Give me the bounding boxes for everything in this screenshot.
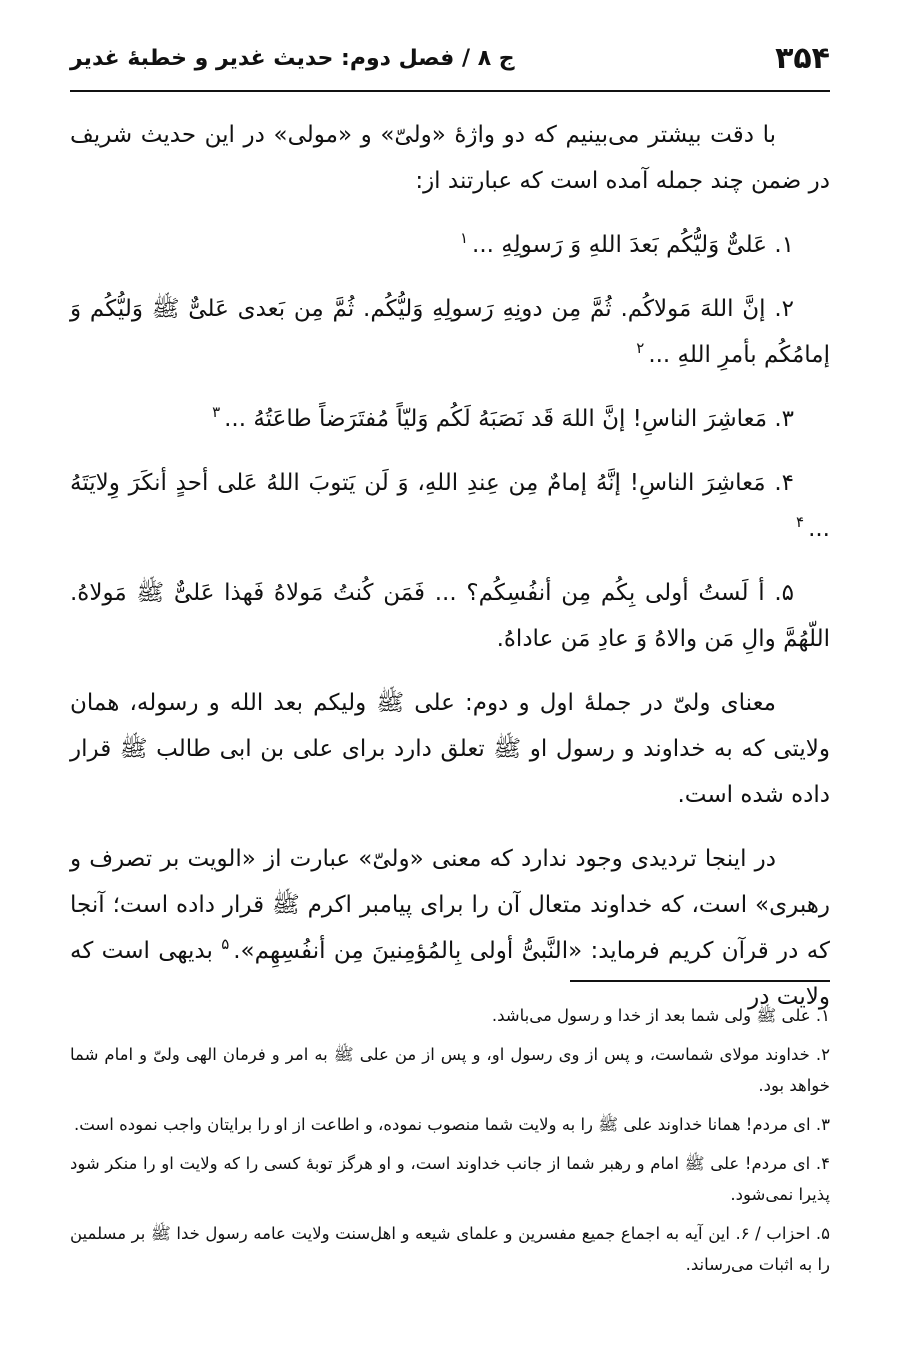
hadith-text: ۵. أ لَستُ أولی بِکُم مِن أنفُسِکُم؟ ... فَمَن کُنتُ مَولاهُ فَهذا عَلیٌّ ﷺ مَولاهُ. اللّهُمَّ والِ مَن والاهُ وَ عادِ مَن عاداهُ. [70,580,830,652]
footnote-4: ۴. ای مردم! علی ﷺ امام و رهبر شما از جانب خداوند است، و او هرگز توبهٔ کسی را که ولایت او را منکر شود پذیرا نمی‌شود. [70,1154,830,1204]
footnote-separator [570,980,830,982]
footnote-ref: ۱ [459,229,469,248]
footnotes [70,1000,830,1288]
header-rule [70,90,830,92]
paragraph-text-continued: بدیهی است که ولایت در [70,938,830,1010]
hadith-text: ۳. مَعاشِرَ الناسِ! إنَّ اللهَ قَد نَصَبَهُ لَکُم وَلیّاً مُفتَرَضاً طاعَتُهُ ... [224,406,794,432]
hadith-text: ۲. إنَّ اللهَ مَولاکُم. ثُمَّ مِن دونِهِ رَسولِهِ وَلیُّکُم. ثُمَّ مِن بَعدی عَلیٌّ ﷺ وَلیُّکُم وَ إمامُکُم بأمرِ اللهِ ... [70,296,830,368]
continuation-paragraph [70,836,830,1020]
hadith-text: ۴. مَعاشِرَ الناسِ! إنَّهُ إمامٌ مِن عِندِ اللهِ، وَ لَن یَتوبَ اللهُ عَلی أحدٍ أنکَرَ وِلایَتَهُ ... [70,470,830,542]
running-title: ج ۸ / فصل دوم: حدیث غدیر و خطبهٔ غدیر [70,45,515,71]
footnote-3: ۳. ای مردم! همانا خداوند علی ﷺ را به ولایت شما منصوب نموده، و اطاعت از او را برایتان واجب نموده است. [73,1115,830,1134]
page-header [70,30,830,86]
page-number: ۳۵۴ [775,40,830,76]
footnote-ref: ۳ [212,403,221,422]
explanation-paragraph: معنای ولیّ در جملهٔ اول و دوم: علی ﷺ ولیکم بعد الله و رسوله، همان ولایتی که به خداوند و رسول او ﷺ تعلق دارد برای علی بن ابی طالب ﷺ قرار داده شده است. [70,690,830,808]
paragraph-text: در اینجا تردیدی وجود ندارد که معنی «ولیّ» عبارت از «الویت بر تصرف و رهبری» است، که خداوند متعال آن را برای پیامبر اکرم ﷺ قرار داده است؛ آنجا که در قرآن کریم فرماید: «النَّبیُّ أولی بِالمُؤمِنینَ مِن أنفُسِهِم». [70,846,831,964]
hadith-item-3 [70,396,830,442]
footnote-ref: ۴ [796,513,805,532]
footnote-ref: ۲ [636,339,645,358]
hadith-text: ۱. عَلیٌّ وَلیُّکُم بَعدَ اللهِ وَ رَسولِهِ ... [472,232,794,258]
footnote-2: ۲. خداوند مولای شماست، و پس از وی رسول او، و پس از من علی ﷺ به امر و فرمان الهی ولیّ و امام شما خواهد بود. [70,1045,830,1095]
footnote-1: ۱. علی ﷺ ولی شما بعد از خدا و رسول می‌باشد. [491,1006,830,1025]
main-text [70,112,830,1038]
hadith-item-2 [70,286,830,378]
footnote-5: ۵. احزاب / ۶. این آیه به اجماع جمیع مفسرین و علمای شیعه و اهل‌سنت ولایت عامه رسول خدا ﷺ بر مسلمین را به اثبات می‌رساند. [70,1224,830,1274]
hadith-item-5 [70,570,830,662]
footnote-ref: ۵ [221,935,230,954]
intro-paragraph: با دقت بیشتر می‌بینیم که دو واژهٔ «ولیّ» و «مولی» در این حدیث شریف در ضمن چند جمله آمده است که عبارتند از: [70,122,830,194]
hadith-item-4 [70,460,830,552]
hadith-item-1 [70,222,830,268]
